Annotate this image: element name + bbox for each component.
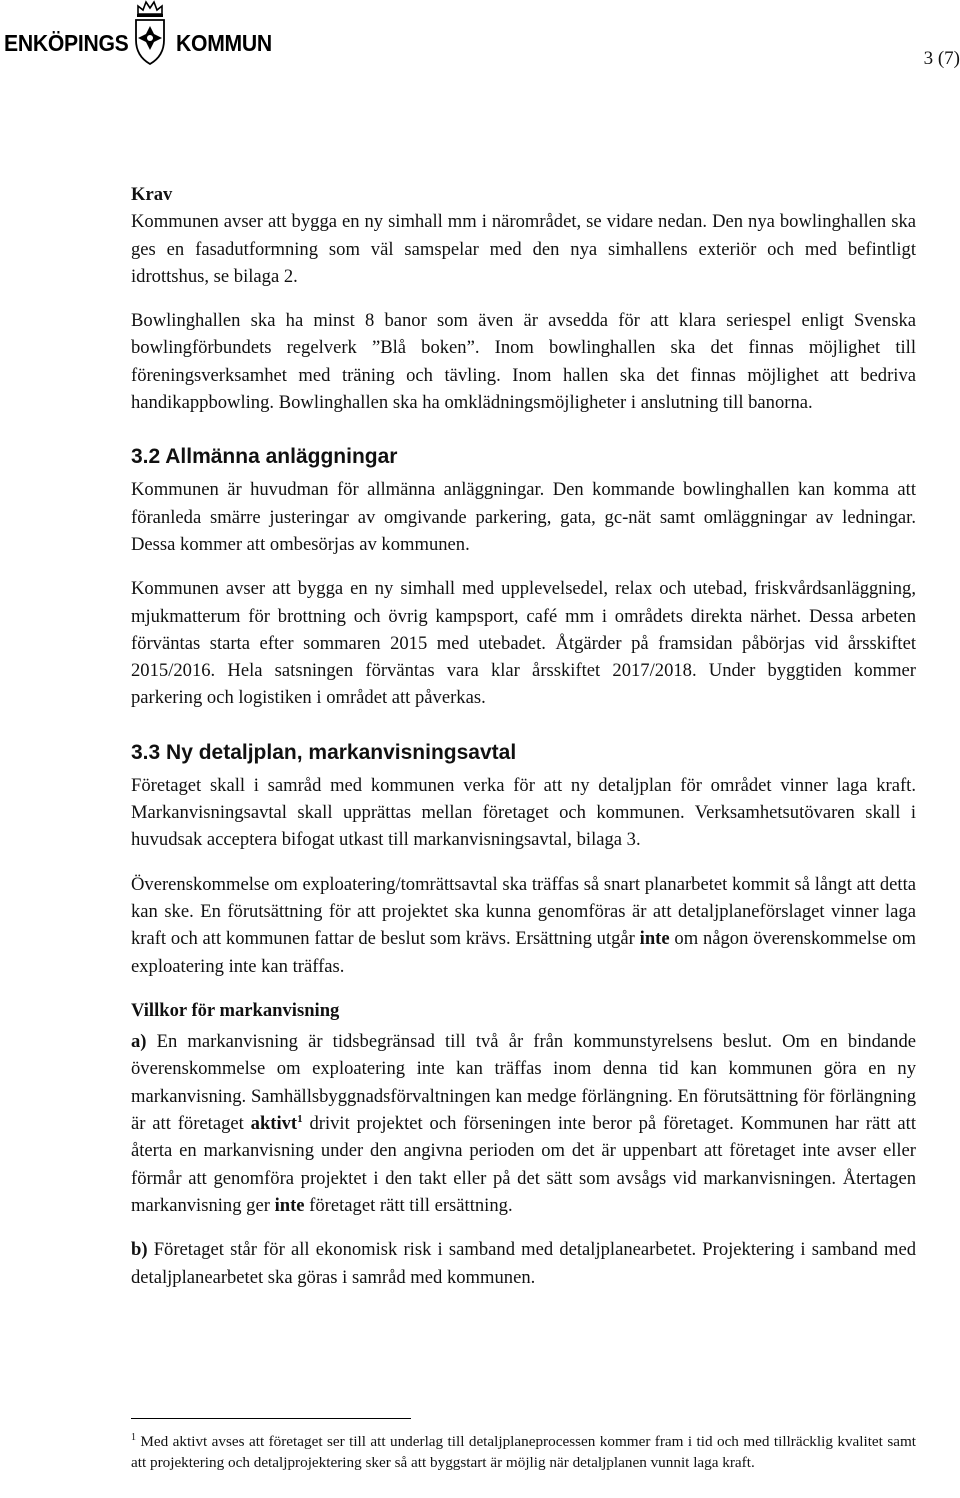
page-number: 3 (7): [923, 48, 960, 69]
footnote-divider: [131, 1418, 411, 1419]
item-text: En markanvisning är tidsbegränsad till två år från kommunstyrelsens beslut. Om en bindande överenskommelse om exploatering inte kan träffas inom denna tid kan kommunen göra en ny markanvisning. Samhällsbyggnadsförvaltningen kan medge förlängning. En förutsättning för förlängning är att företaget: [131, 1031, 916, 1135]
section-3-3-paragraph-2: [131, 871, 916, 980]
section-3-2-paragraph-2: Kommunen avser att bygga en ny simhall med upplevelsedel, relax och utebad, friskvårdsanläggning, mjukmatterum för brottning och övrig kampsport, café mm i områdets direkta närhet. Dessa arbeten förväntas starta efter sommaren 2015 med utebadet. Åtgärder på framsidan påbörjas vid årsskiftet 2015/2016. Hela satsningen förväntas vara klar årsskiftet 2017/2018. Under byggtiden kommer parkering och logistiken i området att påverkas.: [131, 578, 916, 709]
section-3-2-paragraph-1: Kommunen är huvudman för allmänna anläggningar. Den kommande bowlinghallen kan komma att föranleda smärre justeringar av omgivande parkering, gata, gc-nät samt omläggningar av ledningar. Dessa kommer att ombesörjas av kommunen.: [131, 479, 916, 555]
municipal-crest-icon: [126, 0, 174, 66]
emphasis-inte: inte: [274, 1194, 305, 1216]
krav-paragraph-2: Bowlinghallen ska ha minst 8 banor som även är avsedda för att klara seriespel enligt Svenska bowlingförbundets regelverk ”Blå boken”. Inom bowlinghallen ska det finnas möjlighet till föreningsverksamhet med träning och tävling. Inom hallen ska det finnas möjlighet att bedriva handikappbowling. Bowlinghallen ska ha omklädningsmöjligheter i anslutning till banorna.: [131, 310, 916, 414]
document-body: [131, 181, 916, 1291]
section-3-2-heading: 3.2 Allmänna anläggningar: [131, 445, 398, 469]
footnote: [131, 1431, 916, 1473]
villkor-item-b: [131, 1236, 916, 1291]
page-header: [0, 0, 960, 80]
footnote-reference[interactable]: 1: [297, 1112, 303, 1125]
item-text: drivit projektet och förseningen inte beror på företaget. Kommunen har rätt att återta en markanvisning under den angivna perioden om det är uppenbart att företaget inte avser eller förmår att genomföra projektet i den takt eller på det sätt som avsågs vid markanvisningen. Återtagen markanvisning ger: [131, 1113, 917, 1216]
emphasis-inte: inte: [639, 928, 670, 950]
item-label-b: b): [131, 1239, 148, 1261]
paragraph-text: om någon överenskommelse om exploatering inte kan träffas.: [131, 928, 916, 977]
item-text: Företaget står för all ekonomisk risk i samband med detaljplanearbetet. Projektering i samband med detaljplanearbetet ska göras i samråd med kommunen.: [131, 1239, 916, 1288]
emphasis-aktivt: aktivt: [250, 1113, 298, 1135]
section-3-3-paragraph-1: Företaget skall i samråd med kommunen verka för att ny detaljplan för området vinner laga kraft. Markanvisningsavtal skall upprättas mellan företaget och kommunen. Verksamhetsutövaren skall i huvudsak acceptera bifogat utkast till markanvisningsavtal, bilaga 3.: [131, 774, 916, 851]
item-text: företaget rätt till ersättning.: [304, 1194, 513, 1216]
item-label-a: a): [131, 1031, 147, 1053]
krav-paragraph-1: Kommunen avser att bygga en ny simhall mm i närområdet, se vidare nedan. Den nya bowlinghallen ska ges en fasadutformning som väl samspelar med den nya simhallens exteriör och med befintligt idrottshus, se bilaga 2.: [131, 211, 916, 287]
villkor-item-a: [131, 1028, 916, 1219]
footnote-text: Med aktivt avses att företaget ser till att underlag till detaljplaneprocessen kommer fram i tid och med tillräcklig kvalitet samt att projektering och detaljprojektering sker så att byggstart är möjlig när detaljplanen vunnit laga kraft.: [131, 1433, 916, 1472]
krav-heading: Krav: [131, 184, 173, 205]
section-3-3-heading: 3.3 Ny detaljplan, markanvisningsavtal: [131, 740, 517, 764]
villkor-heading: Villkor för markanvisning: [131, 999, 340, 1021]
logo-text-left: ENKÖPINGS: [4, 30, 129, 56]
logo-text-right: KOMMUN: [176, 30, 272, 56]
footnote-marker: 1: [131, 1431, 136, 1443]
paragraph-text: Överenskommelse om exploatering/tomrättsavtal ska träffas så snart planarbetet kommit så långt att detta kan ske. En förutsättning för att projektet ska kunna genomföras är att detaljplaneförslaget vinner laga kraft och att kommunen fattar de beslut som krävs. Ersättning utgår: [131, 873, 916, 950]
